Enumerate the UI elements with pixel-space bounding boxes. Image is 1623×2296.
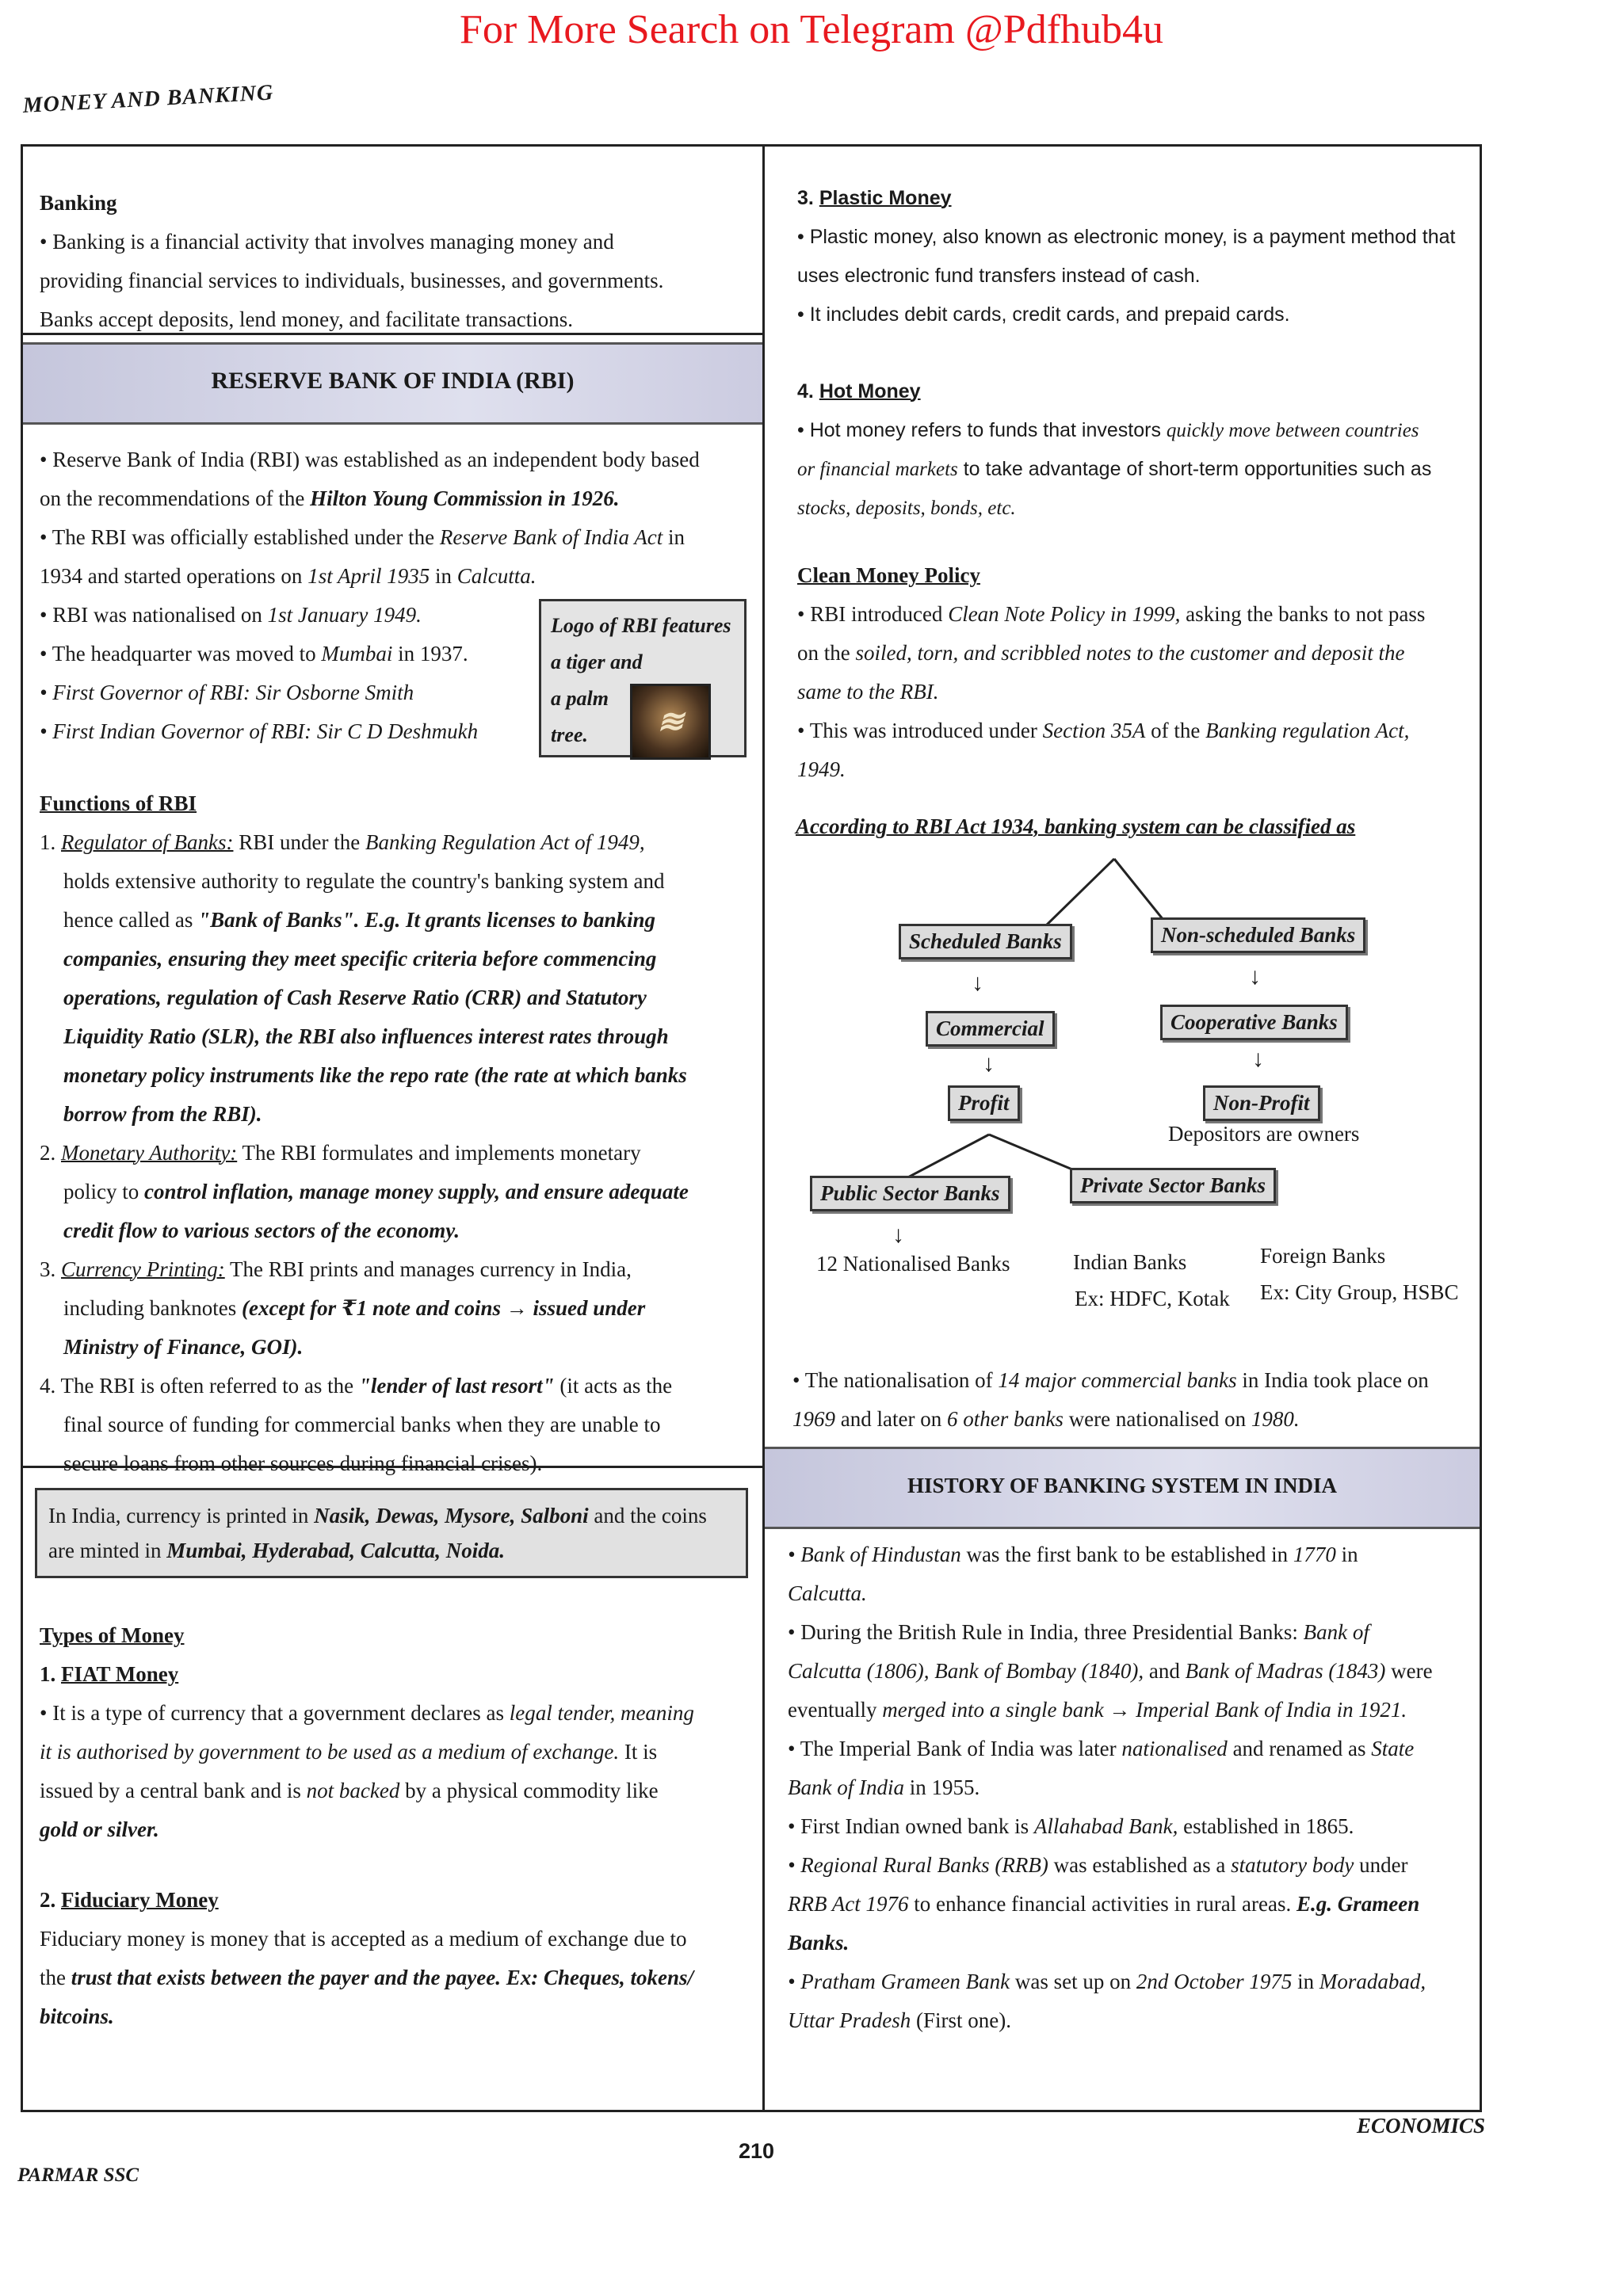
logo-caption: tree. — [551, 723, 588, 746]
foreign-banks-examples: Ex: City Group, HSBC — [1260, 1280, 1459, 1304]
function-line: Ministry of Finance, GOI). — [63, 1335, 304, 1359]
banking-section — [40, 184, 753, 339]
history-header: HISTORY OF BANKING SYSTEM IN INDIA — [907, 1474, 1337, 1497]
private-sector-banks-node: Private Sector Banks — [1070, 1168, 1276, 1203]
connector-line — [1044, 859, 1114, 927]
down-arrow-icon: ↓ — [1252, 1046, 1264, 1072]
plastic-title: 3. Plastic Money — [797, 187, 952, 209]
rbi-line: • The RBI was officially established under the Reserve Bank of India Act in — [40, 525, 685, 549]
fiat-title: 1. FIAT Money — [40, 1662, 179, 1686]
history-header-band — [765, 1447, 1480, 1529]
hot-title: 4. Hot Money — [797, 380, 921, 402]
clean-line: on the soiled, torn, and scribbled notes to the customer and deposit the — [797, 641, 1405, 665]
subject-label: ECONOMICS — [1357, 2114, 1486, 2138]
function-line: secure loans from other sources during financial crises). — [63, 1451, 543, 1475]
rbi-line: • Reserve Bank of India (RBI) was established as an independent body based — [40, 448, 700, 471]
non-scheduled-banks-node: Non-scheduled Banks — [1151, 917, 1365, 953]
commercial-node: Commercial — [926, 1011, 1055, 1047]
history-line: • Bank of Hindustan was the first bank to be established in 1770 in — [788, 1543, 1358, 1566]
history-line: • During the British Rule in India, three Presidential Banks: Bank of — [788, 1620, 1369, 1644]
function-line: policy to control inflation, manage money supply, and ensure adequate — [63, 1180, 689, 1203]
publisher-label: PARMAR SSC — [17, 2164, 139, 2186]
history-line: Bank of India in 1955. — [788, 1775, 980, 1799]
plastic-line: • Plastic money, also known as electronic money, is a payment method that — [797, 226, 1456, 248]
clean-line: • RBI introduced Clean Note Policy in 1999, asking the banks to not pass — [797, 602, 1426, 626]
fiduciary-line: Fiduciary money is money that is accepted as a medium of exchange due to — [40, 1927, 687, 1951]
function-line: Liquidity Ratio (SLR), the RBI also influences interest rates through — [63, 1024, 669, 1048]
non-profit-node: Non-Profit — [1203, 1085, 1320, 1121]
fiat-line: gold or silver. — [40, 1817, 159, 1841]
fiduciary-line: the trust that exists between the payer and the payee. Ex: Cheques, tokens/ — [40, 1966, 694, 1989]
types-title: Types of Money — [40, 1623, 185, 1647]
function-2: 2. Monetary Authority: The RBI formulates and implements monetary — [40, 1141, 641, 1165]
logo-caption: Logo of RBI features — [551, 614, 731, 637]
hot-line: or financial markets to take advantage of short-term opportunities such as — [797, 458, 1432, 480]
currency-line: In India, currency is printed in Nasik, Dewas, Mysore, Salboni and the coins — [48, 1504, 707, 1527]
currency-note-box — [35, 1488, 748, 1578]
rbi-line: • The headquarter was moved to Mumbai in 1937. — [40, 642, 468, 666]
functions-section — [40, 784, 753, 1483]
rbi-line: • RBI was nationalised on 1st January 1949. — [40, 603, 422, 627]
currency-line: are minted in Mumbai, Hyderabad, Calcutta, Noida. — [48, 1539, 505, 1562]
function-line: operations, regulation of Cash Reserve Ratio (CRR) and Statutory — [63, 986, 647, 1009]
function-line: credit flow to various sectors of the economy. — [63, 1219, 460, 1242]
nationalised-banks-label: 12 Nationalised Banks — [816, 1252, 1010, 1276]
history-line: Calcutta (1806), Bank of Bombay (1840), and Bank of Madras (1843) were — [788, 1659, 1433, 1683]
function-line: including banknotes (except for ₹1 note and coins → issued under — [63, 1296, 646, 1320]
nationalisation-section — [792, 1361, 1474, 1439]
rbi-logo-icon: ≋ — [630, 684, 711, 760]
rbi-header-band — [23, 342, 762, 425]
nationalisation-line: 1969 and later on 6 other banks were nationalised on 1980. — [792, 1407, 1300, 1431]
clean-money-section — [797, 556, 1471, 789]
clean-line: same to the RBI. — [797, 680, 939, 704]
fiat-line: issued by a central bank and is not backed by a physical commodity like — [40, 1779, 659, 1802]
history-line: eventually merged into a single bank → Imperial Bank of India in 1921. — [788, 1698, 1407, 1722]
plastic-line: uses electronic fund transfers instead of cash. — [797, 265, 1201, 287]
fiat-line: • It is a type of currency that a government declares as legal tender, meaning — [40, 1701, 694, 1725]
rbi-line: • First Indian Governor of RBI: Sir C D Deshmukh — [40, 719, 479, 743]
history-line: • The Imperial Bank of India was later nationalised and renamed as State — [788, 1737, 1415, 1760]
fiat-line: it is authorised by government to be used as a medium of exchange. It is — [40, 1740, 658, 1764]
telegram-banner: For More Search on Telegram @Pdfhub4u — [459, 7, 1164, 52]
history-line: • First Indian owned bank is Allahabad Bank, established in 1865. — [788, 1814, 1354, 1838]
classification-heading: According to RBI Act 1934, banking system can be classified as — [796, 814, 1356, 838]
public-sector-banks-node: Public Sector Banks — [810, 1176, 1010, 1211]
history-line: • Pratham Grameen Bank was set up on 2nd October 1975 in Moradabad, — [788, 1970, 1426, 1993]
rbi-logo-box — [539, 599, 747, 757]
fiduciary-line: bitcoins. — [40, 2004, 114, 2028]
history-section — [788, 1535, 1474, 2040]
clean-line: 1949. — [797, 757, 846, 781]
clean-line: • This was introduced under Section 35A of the Banking regulation Act, — [797, 719, 1410, 742]
banking-line: Banks accept deposits, lend money, and facilitate transactions. — [40, 307, 574, 331]
foreign-banks-label: Foreign Banks — [1260, 1244, 1386, 1268]
function-3: 3. Currency Printing: The RBI prints and manages currency in India, — [40, 1257, 632, 1281]
down-arrow-icon: ↓ — [1249, 963, 1261, 990]
column-divider — [762, 144, 765, 2112]
rbi-line: on the recommendations of the Hilton Young Commission in 1926. — [40, 486, 620, 510]
depositors-note: Depositors are owners — [1168, 1122, 1360, 1146]
history-line: • Regional Rural Banks (RRB) was established as a statutory body under — [788, 1853, 1408, 1877]
function-line: hence called as "Bank of Banks". E.g. It grants licenses to banking — [63, 908, 656, 932]
indian-banks-examples: Ex: HDFC, Kotak — [1075, 1287, 1230, 1310]
function-1: 1. Regulator of Banks: RBI under the Banking Regulation Act of 1949, — [40, 830, 645, 854]
function-line: final source of funding for commercial banks when they are unable to — [63, 1413, 661, 1436]
history-line: Banks. — [788, 1931, 850, 1955]
connector-line — [1114, 859, 1167, 924]
rbi-line: • First Governor of RBI: Sir Osborne Smith — [40, 681, 414, 704]
down-arrow-icon: ↓ — [892, 1222, 904, 1248]
function-line: companies, ensuring they meet specific criteria before commencing — [63, 947, 657, 971]
page-number: 210 — [739, 2139, 775, 2163]
banking-title: Banking — [40, 191, 117, 215]
function-line: monetary policy instruments like the repo rate (the rate at which banks — [63, 1063, 687, 1087]
plastic-line: • It includes debit cards, credit cards, and prepaid cards. — [797, 303, 1290, 326]
banking-line: providing financial services to individuals, businesses, and governments. — [40, 269, 664, 292]
plastic-money-section — [797, 179, 1471, 528]
banking-line: • Banking is a financial activity that involves managing money and — [40, 230, 614, 254]
history-line: Uttar Pradesh (First one). — [788, 2008, 1011, 2032]
down-arrow-icon: ↓ — [972, 970, 983, 996]
function-line: holds extensive authority to regulate the country's banking system and — [63, 869, 665, 893]
history-line: RRB Act 1976 to enhance financial activities in rural areas. E.g. Grameen — [788, 1892, 1420, 1916]
down-arrow-icon: ↓ — [983, 1051, 995, 1077]
history-line: Calcutta. — [788, 1581, 867, 1605]
indian-banks-label: Indian Banks — [1073, 1250, 1187, 1274]
fiduciary-title: 2. Fiduciary Money — [40, 1888, 219, 1912]
running-head: MONEY AND BANKING — [22, 80, 274, 118]
clean-title: Clean Money Policy — [797, 563, 980, 587]
types-section — [40, 1616, 753, 2036]
nationalisation-line: • The nationalisation of 14 major commercial banks in India took place on — [792, 1368, 1429, 1392]
connector-line — [905, 1135, 989, 1179]
hot-line: • Hot money refers to funds that investors quickly move between countries — [797, 419, 1419, 441]
classification-connectors — [766, 840, 1479, 1204]
logo-caption: a tiger and a palm — [551, 650, 643, 710]
rbi-line: 1934 and started operations on 1st April 1935 in Calcutta. — [40, 564, 537, 588]
function-line: borrow from the RBI). — [63, 1102, 262, 1126]
function-4: 4. The RBI is often referred to as the "lender of last resort" (it acts as the — [40, 1374, 673, 1398]
scheduled-banks-node: Scheduled Banks — [899, 924, 1072, 959]
rbi-header: RESERVE BANK OF INDIA (RBI) — [211, 368, 575, 394]
profit-node: Profit — [948, 1085, 1020, 1121]
functions-title: Functions of RBI — [40, 791, 197, 815]
hot-line: stocks, deposits, bonds, etc. — [797, 498, 1016, 519]
cooperative-banks-node: Cooperative Banks — [1160, 1005, 1348, 1040]
